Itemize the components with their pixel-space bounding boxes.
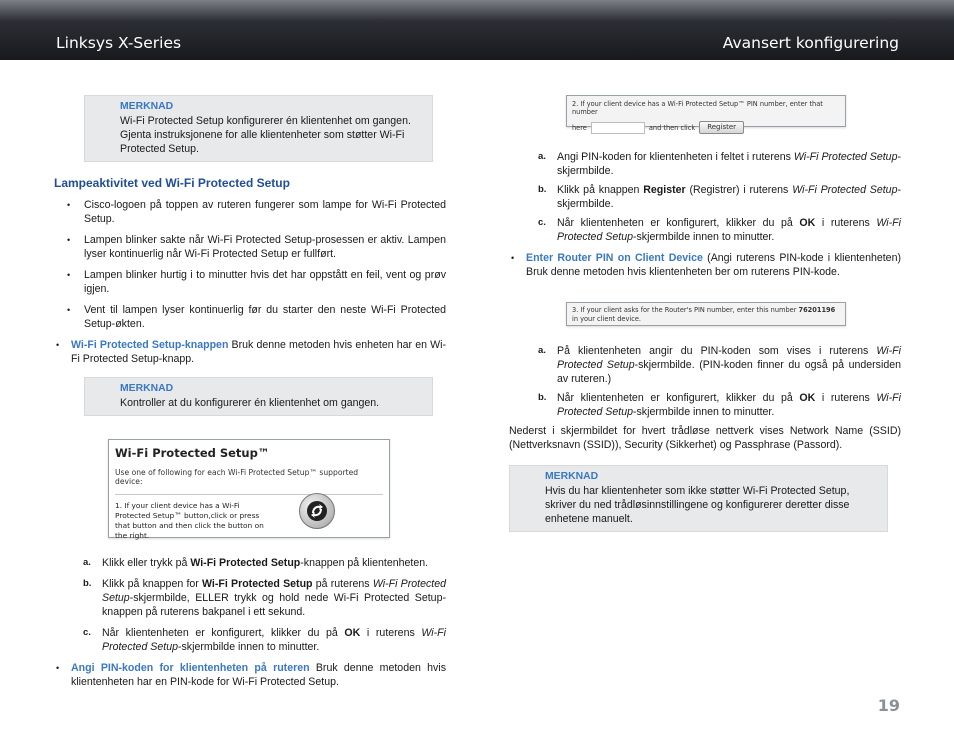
register-button: Register bbox=[699, 121, 744, 134]
step-bold: Wi-Fi Protected Setup bbox=[202, 578, 313, 590]
step-text: Når klientenheten er konfigurert, klikker du på bbox=[102, 627, 345, 639]
step-text: i ruterens bbox=[815, 217, 877, 229]
pin-input-field bbox=[591, 122, 645, 134]
step-bold: Wi-Fi Protected Setup bbox=[190, 557, 301, 569]
step-text: -skjermbilde innen to minutter. bbox=[632, 231, 775, 243]
register-then-label: and then click bbox=[648, 123, 696, 132]
step-text: -skjermbilde. bbox=[557, 184, 901, 210]
closing-paragraph: Nederst i skjermbildet for hvert trådløse nettverk vises Network Name (SSID) (Nettverksnavn (SSID)), Security (Sikkerhet) og Passphrase (Passord). bbox=[509, 425, 901, 451]
list-item: • Lampen blinker hurtig i to minutter hvis det har oppstått en feil, vent og prøv igjen. bbox=[54, 268, 446, 296]
note-title: MERKNAD bbox=[120, 101, 174, 112]
wps-button-steps bbox=[54, 556, 446, 654]
step-text: i ruterens bbox=[360, 627, 422, 639]
step-marker: c. bbox=[538, 217, 546, 228]
page-header bbox=[0, 0, 954, 60]
router-pin-screenshot bbox=[566, 302, 846, 326]
step-text: i ruterens bbox=[815, 392, 877, 404]
note-text: Kontroller at du konfigurerer én klientenhet om gangen. bbox=[120, 397, 380, 409]
step-italic: Wi-Fi Protected Setup bbox=[793, 151, 898, 163]
step-text: Klikk eller trykk på bbox=[102, 557, 191, 569]
step-text: Klikk på knappen for bbox=[102, 578, 203, 590]
register-screenshot bbox=[566, 95, 846, 132]
wps-screenshot-subtitle: Use one of following for each Wi-Fi Protected Setup™ supported device: bbox=[115, 468, 359, 486]
router-pin-screenshot-text: in your client device. bbox=[572, 315, 641, 323]
step-text: -skjermbilde. (PIN-koden finner du også på undersiden av ruteren.) bbox=[557, 359, 901, 385]
step-text: På klientenheten angir du PIN-koden som vises i ruterens bbox=[557, 345, 877, 357]
list-item: • Vent til lampen lyser kontinuerlig før du starter den neste Wi-Fi Protected Setup-økten. bbox=[54, 303, 446, 331]
step-italic: Wi-Fi Protected Setup bbox=[102, 627, 447, 653]
step-bold: OK bbox=[799, 217, 816, 229]
register-here-label: here bbox=[572, 123, 587, 132]
left-column bbox=[54, 95, 446, 689]
method-enter-router-pin-text: (Angi ruterens PIN-kode i klientenheten) Bruk denne metoden hvis klientenheten ber om ruterens PIN-kode. bbox=[526, 252, 901, 278]
step-italic: Wi-Fi Protected Setup bbox=[557, 392, 902, 418]
step-bold: Register bbox=[643, 184, 686, 196]
method-wps-button-link[interactable]: Wi-Fi Protected Setup-knappen bbox=[71, 339, 229, 351]
method-enter-router-pin-link[interactable]: Enter Router PIN on Client Device bbox=[526, 252, 703, 264]
note-box bbox=[84, 95, 433, 162]
note-box bbox=[84, 377, 433, 416]
step-text: -knappen på klientenheten. bbox=[300, 557, 429, 569]
method-wps-button-text: Bruk denne metoden hvis enheten har en Wi-Fi Protected Setup-knapp. bbox=[71, 339, 446, 365]
step-italic: Wi-Fi Protected Setup bbox=[102, 578, 446, 604]
step-bold: OK bbox=[344, 627, 361, 639]
list-item bbox=[509, 391, 901, 419]
step-text: på ruterens bbox=[312, 578, 373, 590]
note-title: MERKNAD bbox=[120, 383, 174, 394]
step-marker: b. bbox=[538, 184, 547, 195]
lamp-bullet-list bbox=[54, 198, 446, 331]
step-text: Når klientenheten er konfigurert, klikker du på bbox=[557, 392, 800, 404]
list-item: • Lampen blinker sakte når Wi-Fi Protected Setup-prosessen er aktiv. Lampen lyser kontinuerlig når Wi-Fi Protected Setup er fullført. bbox=[54, 233, 446, 261]
wps-screenshot bbox=[108, 439, 390, 538]
step-text: -skjermbilde innen to minutter. bbox=[177, 641, 320, 653]
step-bold: OK bbox=[799, 392, 816, 404]
list-item bbox=[54, 577, 446, 619]
divider bbox=[115, 494, 383, 495]
step-marker: c. bbox=[83, 627, 91, 638]
method-router-pin-link[interactable]: Angi PIN-koden for klientenheten på ruteren bbox=[71, 662, 310, 674]
step-marker: b. bbox=[538, 392, 547, 403]
step-text: (Registrer) i ruterens bbox=[685, 184, 793, 196]
list-item: • Cisco-logoen på toppen av ruteren fungerer som lampe for Wi-Fi Protected Setup. bbox=[54, 198, 446, 226]
step-text: -skjermbilde innen to minutter. bbox=[632, 406, 775, 418]
step-text: -skjermbilde, ELLER trykk og hold nede Wi-Fi Protected Setup-knappen på ruterens bakpanel i ett sekund. bbox=[102, 592, 446, 618]
method-enter-router-pin bbox=[509, 251, 901, 279]
step-text: Når klientenheten er konfigurert, klikker du på bbox=[557, 217, 800, 229]
method-router-pin bbox=[54, 661, 446, 689]
wps-push-button-icon bbox=[299, 493, 335, 529]
list-item bbox=[54, 556, 446, 570]
register-row bbox=[572, 121, 840, 134]
step-marker: b. bbox=[83, 578, 92, 589]
register-steps bbox=[509, 150, 901, 244]
step-italic: Wi-Fi Protected Setup bbox=[557, 217, 902, 243]
note-box bbox=[509, 465, 888, 532]
wps-screenshot-step: 1. If your client device has a Wi-Fi Protected Setup™ button,click or press that button and then click the button on the right. bbox=[115, 501, 264, 540]
list-item bbox=[509, 183, 901, 211]
note-text: Wi-Fi Protected Setup konfigurerer én klientenhet om gangen. Gjenta instruksjonene for alle klientenheter som støtter Wi-Fi Protected Setup. bbox=[120, 115, 411, 155]
section-heading: Lampeaktivitet ved Wi-Fi Protected Setup bbox=[54, 176, 290, 190]
right-column bbox=[509, 95, 901, 532]
router-pin-steps bbox=[509, 344, 901, 419]
list-item bbox=[509, 150, 901, 178]
wps-screenshot-title: Wi-Fi Protected Setup™ bbox=[115, 446, 270, 460]
step-marker: a. bbox=[83, 557, 91, 568]
router-pin-value: 76201196 bbox=[798, 306, 836, 314]
list-item bbox=[54, 626, 446, 654]
method-router-pin-text: Bruk denne metoden hvis klientenheten har en PIN-kode for Wi-Fi Protected Setup. bbox=[71, 662, 446, 688]
step-text: Angi PIN-koden for klientenheten i feltet i ruterens bbox=[557, 151, 794, 163]
router-pin-screenshot-text: 3. If your client asks for the Router's PIN number, enter this number bbox=[572, 306, 799, 314]
step-text: -skjermbilde. bbox=[557, 151, 901, 177]
wps-arrows-icon bbox=[306, 500, 328, 522]
step-italic: Wi-Fi Protected Setup bbox=[792, 184, 898, 196]
chapter-title: Avansert konfigurering bbox=[722, 34, 899, 52]
register-screenshot-text: 2. If your client device has a Wi-Fi Protected Setup™ PIN number, enter that number bbox=[572, 100, 823, 116]
step-italic: Wi-Fi Protected Setup bbox=[557, 345, 901, 371]
method-wps-button bbox=[54, 338, 446, 366]
note-text: Hvis du har klientenheter som ikke støtter Wi-Fi Protected Setup, skriver du ned trådløsinnstillingene og konfigurerer deretter disse enhetene manuelt. bbox=[545, 485, 850, 525]
page-number: 19 bbox=[877, 696, 900, 715]
product-title: Linksys X-Series bbox=[56, 34, 182, 52]
step-marker: a. bbox=[538, 151, 546, 162]
list-item bbox=[509, 344, 901, 386]
step-text: Klikk på knappen bbox=[557, 184, 644, 196]
note-title: MERKNAD bbox=[545, 471, 599, 482]
step-marker: a. bbox=[538, 345, 546, 356]
list-item bbox=[509, 216, 901, 244]
